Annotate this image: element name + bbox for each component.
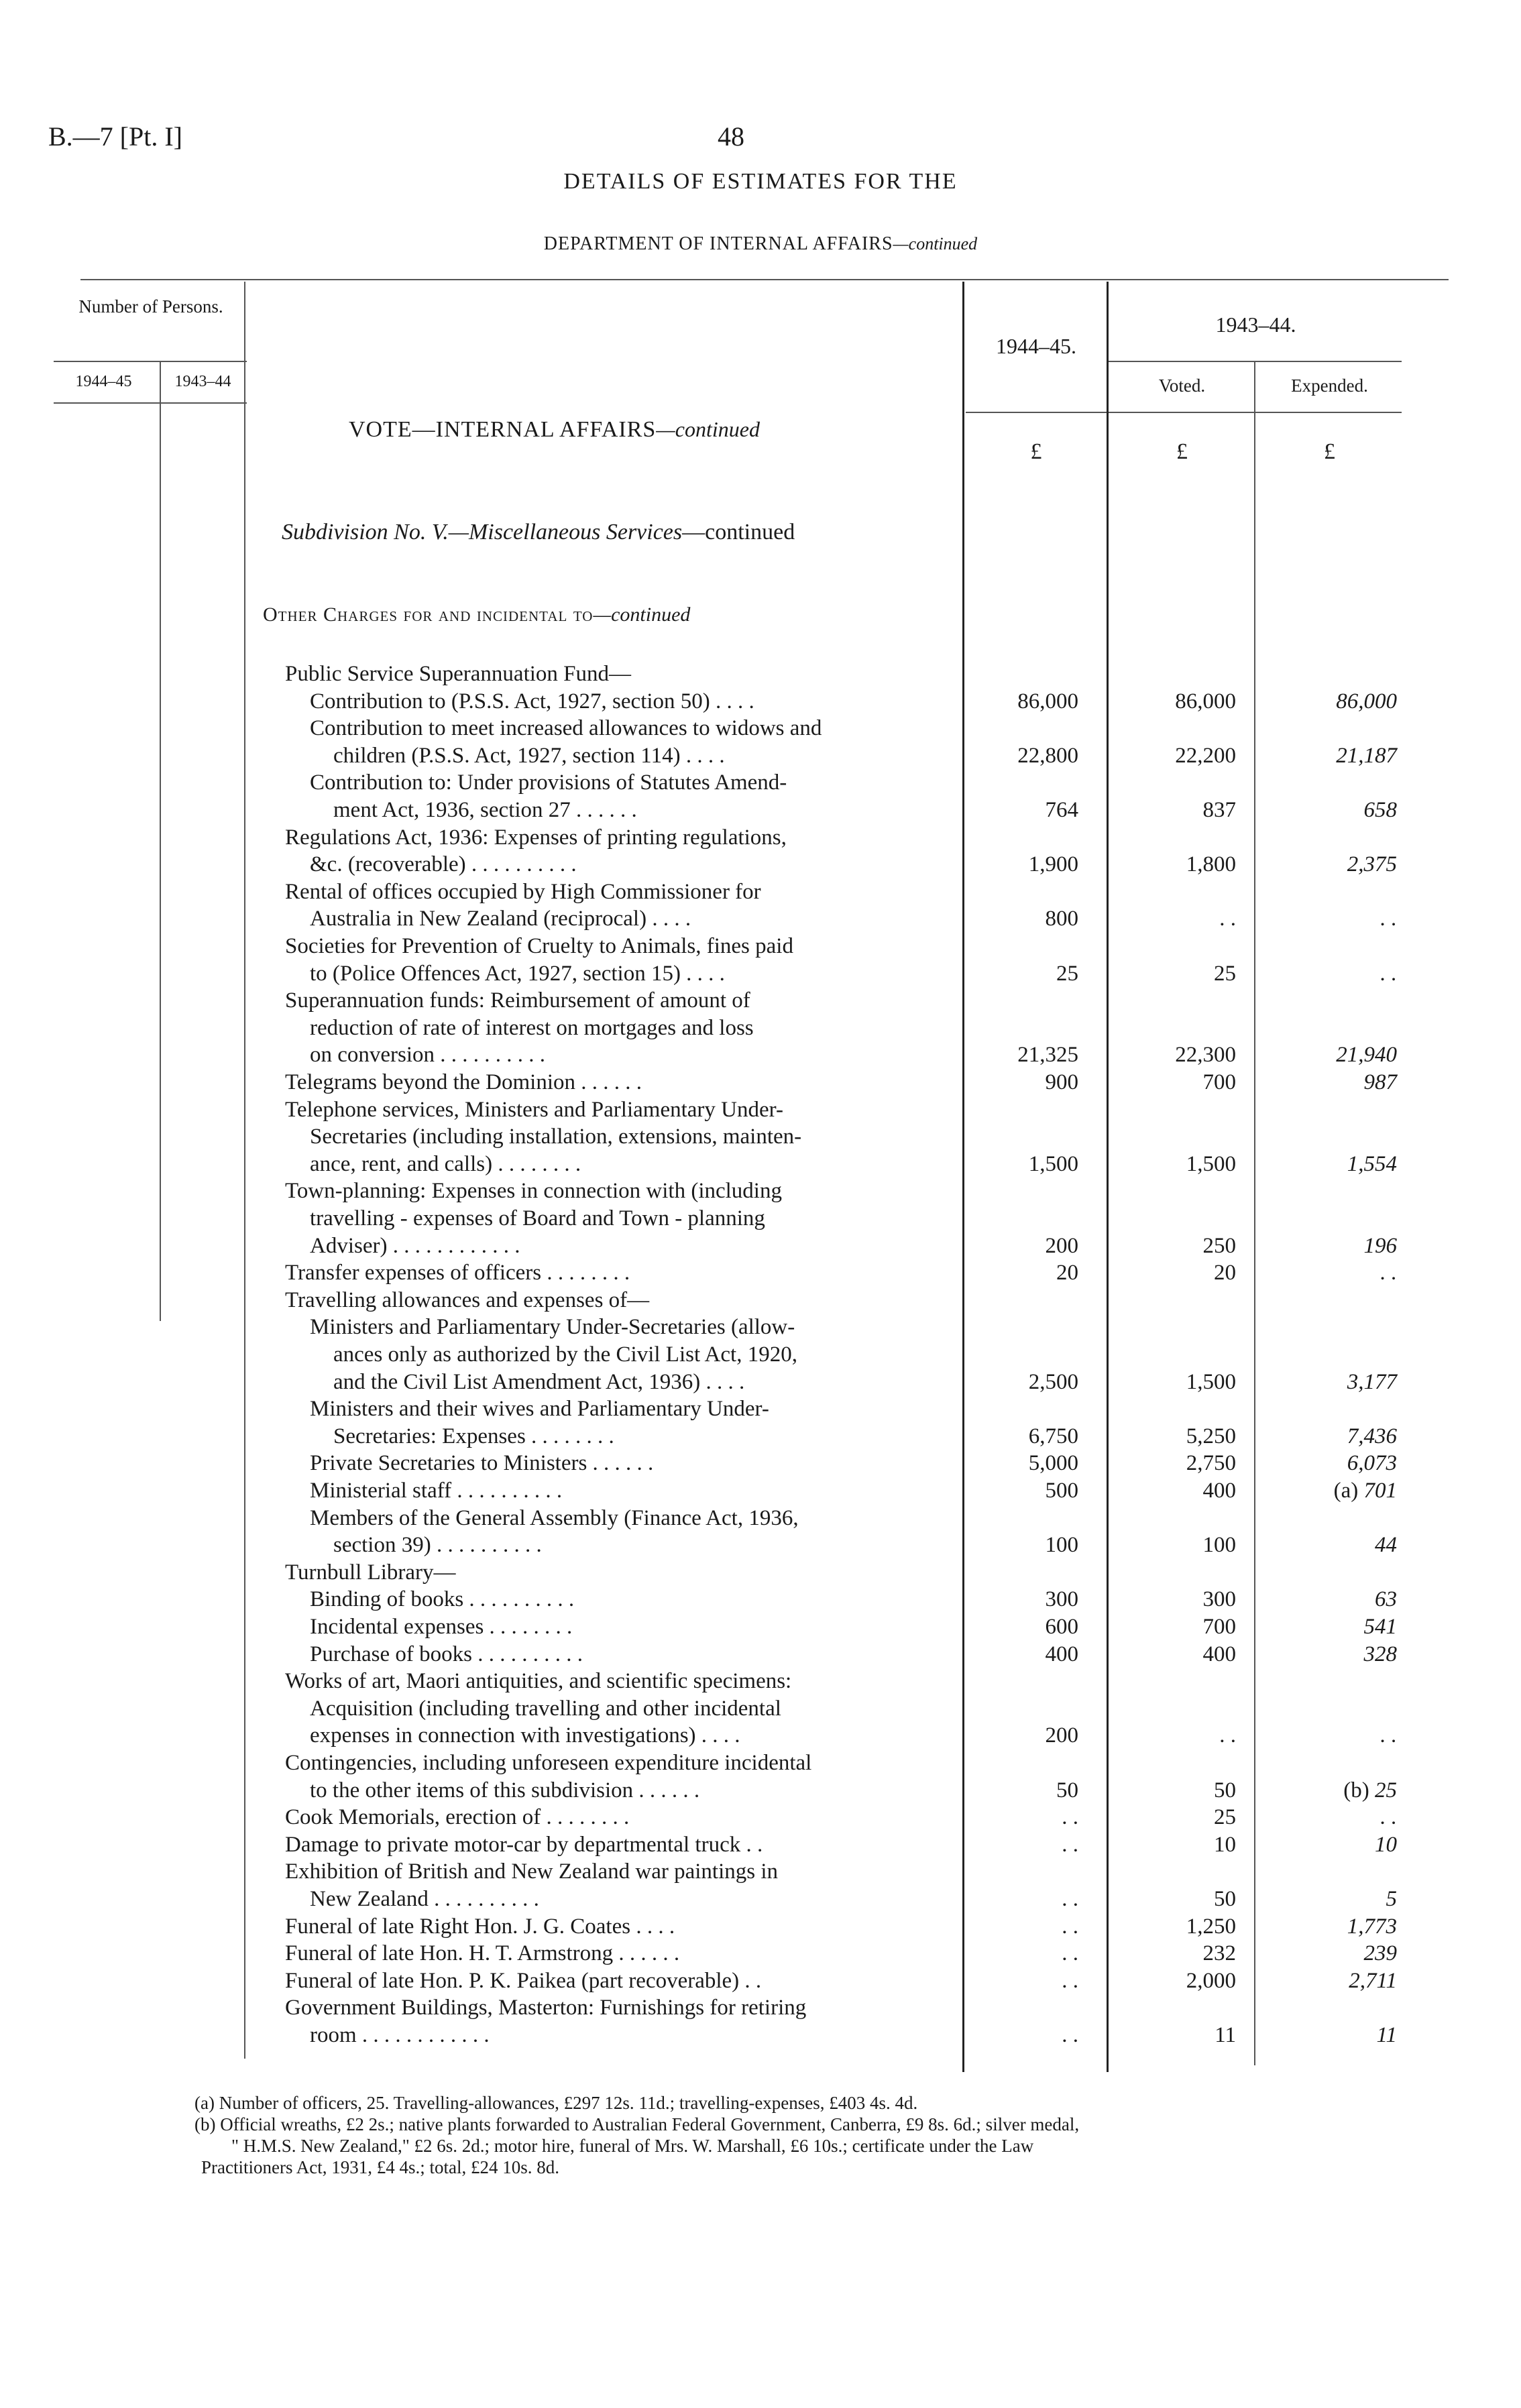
item-label: to (Police Offences Act, 1927, section 15) . . . . [310,961,725,986]
estimate-1944-45-value: 600 [1045,1615,1078,1639]
item-label: Ministers and Parliamentary Under-Secretaries (allow- [310,1315,795,1340]
expended-1943-44-value [1263,797,1397,824]
expended-amount: . . [1380,1805,1397,1830]
page-title: DETAILS OF ESTIMATES FOR THE [563,169,958,194]
table-row [0,851,1521,878]
table-row [0,1831,1521,1859]
expended-amount: 10 [1375,1832,1397,1857]
item-label: New Zealand . . . . . . . . . . [310,1887,539,1911]
item-label: Cook Memorials, erection of . . . . . . . . [285,1805,630,1830]
item-label: Public Service Superannuation Fund— [285,662,632,686]
item-label: Secretaries (including installation, extensions, mainten- [310,1125,802,1149]
table-row [0,1423,1521,1450]
expended-heading: Expended. [1291,376,1368,396]
item-label: Australia in New Zealand (reciprocal) . . . . [310,907,691,931]
item-label: Private Secretaries to Ministers . . . . . . [310,1451,654,1476]
estimate-1944-45-value: 764 [1045,798,1078,822]
estimate-1944-45-value: 900 [1045,1070,1078,1094]
table-row [0,1505,1521,1532]
estimate-1944-45-value: 1,500 [1028,1151,1078,1176]
table-row [0,1069,1521,1096]
estimate-1944-45-value: 800 [1045,907,1078,931]
expended-amount: 2,711 [1349,1968,1397,1993]
voted-1943-44-value: 400 [1202,1479,1236,1503]
expended-amount: 541 [1363,1615,1397,1639]
expended-1943-44-value [1263,1069,1397,1096]
expended-amount: 44 [1375,1533,1397,1558]
item-label: Funeral of late Right Hon. J. G. Coates . . . . [285,1914,675,1939]
estimate-1944-45-value: . . [1062,1805,1078,1830]
table-row [0,1641,1521,1668]
voted-1943-44-value: 86,000 [1175,689,1236,713]
item-label: children (P.S.S. Act, 1927, section 114) . . . . [333,743,725,768]
expended-1943-44-value [1263,1232,1397,1260]
expended-1943-44-value [1263,1831,1397,1859]
subtitle-suffix: —continued [893,234,978,253]
voted-1943-44-value: 100 [1202,1533,1236,1558]
estimate-1944-45-value: 500 [1045,1479,1078,1503]
table-row [0,1041,1521,1069]
item-label: to the other items of this subdivision . . . . . . [310,1778,700,1802]
table-row [0,715,1521,742]
table-row [0,824,1521,852]
voted-1943-44-value: . . [1219,907,1236,931]
expended-1943-44-value [1263,1151,1397,1178]
item-label: and the Civil List Amendment Act, 1936) . . . . [333,1369,745,1394]
voted-1943-44-value: 700 [1202,1615,1236,1639]
voted-1943-44-value: 2,000 [1186,1968,1236,1993]
item-label: Binding of books . . . . . . . . . . [310,1587,575,1612]
vote-heading-suffix: —continued [656,417,760,441]
item-label: Transfer expenses of officers . . . . . . . . [285,1261,630,1285]
table-row [0,797,1521,824]
voted-1943-44-value: 2,750 [1186,1451,1236,1476]
table-row [0,1341,1521,1369]
expended-1943-44-value [1263,1613,1397,1641]
subtitle-main: DEPARTMENT OF INTERNAL AFFAIRS [543,233,893,254]
estimate-1944-45-value: . . [1062,2023,1078,2047]
table-row [0,1940,1521,1967]
table-row [0,688,1521,715]
estimate-1944-45-value: 25 [1056,961,1078,986]
expended-1943-44-value [1263,1804,1397,1831]
table-row [0,1096,1521,1124]
table-row [0,1586,1521,1613]
estimate-1944-45-value: . . [1062,1941,1078,1966]
expended-amount: . . [1380,1723,1397,1748]
expended-1943-44-value [1263,1586,1397,1613]
table-row [0,1967,1521,1995]
expended-1943-44-value [1263,851,1397,878]
item-label: Damage to private motor-car by departmental truck . . [285,1832,763,1857]
vote-heading-main: VOTE—INTERNAL AFFAIRS [349,417,657,442]
table-row [0,1994,1521,2022]
expended-1943-44-value [1263,688,1397,715]
estimate-1944-45-value: 20 [1056,1261,1078,1285]
item-label: Ministerial staff . . . . . . . . . . [310,1479,563,1503]
table-row [0,1559,1521,1587]
voted-1943-44-value: 22,200 [1175,743,1236,768]
item-label: Works of art, Maori antiquities, and scientific specimens: [285,1669,792,1694]
table-row [0,1913,1521,1941]
item-label: Incidental expenses . . . . . . . . [310,1615,573,1639]
pound-sign-expended: £ [1324,439,1335,464]
item-label: section 39) . . . . . . . . . . [333,1533,542,1558]
table-row [0,1259,1521,1287]
footnote-marker: (a) [1333,1479,1359,1503]
expended-amount: 86,000 [1336,689,1397,713]
table-row [0,1858,1521,1886]
item-label: Contingencies, including unforeseen expenditure incidental [285,1751,812,1775]
estimate-1944-45-value: 5,000 [1028,1451,1078,1476]
table-row [0,1477,1521,1505]
item-label: on conversion . . . . . . . . . . [310,1043,546,1068]
item-label: Contribution to: Under provisions of Statutes Amend- [310,770,787,795]
estimate-1944-45-value: 1,900 [1028,852,1078,877]
expended-amount: 658 [1363,798,1397,822]
other-charges-heading [263,604,690,626]
vote-heading [349,417,760,443]
document-reference: B.—7 [Pt. I] [48,121,182,152]
table-row [0,1777,1521,1804]
item-label: &c. (recoverable) . . . . . . . . . . [310,852,577,877]
expended-amount: 63 [1375,1587,1397,1612]
voted-1943-44-value: 11 [1215,2023,1236,2047]
expended-amount: 1,773 [1347,1914,1397,1939]
table-row [0,1123,1521,1151]
expended-amount: 2,375 [1347,852,1397,877]
voted-1943-44-value: 1,800 [1186,852,1236,877]
expended-amount: 7,436 [1347,1424,1397,1448]
table-row [0,1668,1521,1695]
expended-1943-44-value [1263,960,1397,988]
expended-amount: 11 [1376,2023,1397,2047]
voted-1943-44-value: 250 [1202,1233,1236,1258]
expended-1943-44-value [1263,1532,1397,1559]
header-rule-persons [54,361,247,362]
item-label: Adviser) . . . . . . . . . . . . [310,1233,520,1258]
expended-amount: . . [1380,961,1397,986]
table-row [0,1750,1521,1777]
item-label: ance, rent, and calls) . . . . . . . . [310,1151,581,1176]
table-row [0,1695,1521,1723]
expended-1943-44-value [1263,1423,1397,1450]
persons-heading: Number of Persons. [78,296,223,317]
pound-sign-estimate: £ [1030,439,1042,464]
estimate-1944-45-value: . . [1062,1914,1078,1939]
table-row [0,1287,1521,1314]
expended-1943-44-value [1263,1259,1397,1287]
expended-amount: . . [1380,907,1397,931]
voted-1943-44-value: 232 [1202,1941,1236,1966]
item-label: Funeral of late Hon. H. T. Armstrong . . . . . . [285,1941,680,1966]
estimate-1944-45-value: . . [1062,1887,1078,1911]
table-row [0,1886,1521,1913]
table-row [0,769,1521,797]
estimate-1944-45-value: 300 [1045,1587,1078,1612]
voted-1943-44-value: 20 [1214,1261,1236,1285]
estimate-1944-45-value: 21,325 [1017,1043,1078,1068]
voted-1943-44-value: 1,500 [1186,1151,1236,1176]
item-label: Purchase of books . . . . . . . . . . [310,1642,583,1666]
table-row [0,1532,1521,1559]
expended-1943-44-value [1263,905,1397,933]
expended-amount: 6,073 [1347,1451,1397,1476]
department-subtitle [0,233,1521,255]
expended-amount: 196 [1363,1233,1397,1258]
estimate-1944-45-value: 2,500 [1028,1369,1078,1394]
voted-1943-44-value: 300 [1202,1587,1236,1612]
persons-col-1943-44: 1943–44 [174,373,231,390]
voted-1943-44-value: 50 [1214,1887,1236,1911]
voted-1943-44-value: 1,250 [1186,1914,1236,1939]
other-charges-main: Other Charges for and incidental to [263,604,594,626]
table-row [0,1450,1521,1477]
table-row [0,933,1521,960]
item-label: Turnbull Library— [285,1560,456,1585]
voted-1943-44-value: 25 [1214,1805,1236,1830]
expended-1943-44-value [1263,1041,1397,1069]
table-row [0,1804,1521,1831]
item-label: travelling - expenses of Board and Town - planning [310,1206,765,1230]
table-row [0,1151,1521,1178]
subdivision-main: Subdivision No. V.—Miscellaneous Services [282,520,683,544]
expended-amount: 5 [1386,1887,1397,1911]
estimate-1944-45-value: . . [1062,1832,1078,1857]
table-row [0,2022,1521,2049]
estimate-1944-45-value: . . [1062,1968,1078,1993]
footnote-b-line-3: Practitioners Act, 1931, £4 4s.; total, £24 10s. 8d. [201,2157,559,2177]
expended-amount: 1,554 [1347,1151,1397,1176]
item-label: Ministers and their wives and Parliamentary Under- [310,1397,769,1422]
voted-1943-44-value: 700 [1202,1070,1236,1094]
pound-sign-voted: £ [1176,439,1188,464]
estimate-1944-45-value: 200 [1045,1233,1078,1258]
estimate-1944-45-value: 86,000 [1017,689,1078,713]
table-row [0,1722,1521,1750]
table-row [0,1369,1521,1396]
item-label: room . . . . . . . . . . . . [310,2023,490,2047]
table-row [0,1015,1521,1042]
expended-1943-44-value [1263,1913,1397,1941]
voted-1943-44-value: 50 [1214,1778,1236,1802]
voted-1943-44-value: 1,500 [1186,1369,1236,1394]
subdivision-suffix: —continued [682,520,795,544]
estimate-1944-45-value: 100 [1045,1533,1078,1558]
expended-amount: 328 [1363,1642,1397,1666]
item-label: Contribution to (P.S.S. Act, 1927, section 50) . . . . [310,689,754,713]
estimate-1944-45-value: 22,800 [1017,743,1078,768]
item-label: Acquisition (including travelling and other incidental [310,1696,781,1721]
table-row [0,960,1521,988]
expended-1943-44-value [1263,1641,1397,1668]
item-label: ances only as authorized by the Civil List Act, 1920, [333,1342,797,1367]
item-label: Secretaries: Expenses . . . . . . . . [333,1424,614,1448]
table-row [0,987,1521,1015]
expended-amount: 701 [1363,1479,1397,1503]
estimate-heading: 1944–45. [996,334,1076,358]
page-number: 48 [718,121,744,152]
expended-amount: 3,177 [1347,1369,1397,1394]
table-row [0,905,1521,933]
voted-1943-44-value: 22,300 [1175,1043,1236,1068]
footnote-b-line-2: " H.M.S. New Zealand," £2 6s. 2d.; motor hire, funeral of Mrs. W. Marshall, £6 10s.; certificate under the Law [231,2136,1034,2156]
estimate-1944-45-value: 50 [1056,1778,1078,1802]
other-charges-suffix: —continued [593,604,691,626]
item-label: Regulations Act, 1936: Expenses of printing regulations, [285,825,787,850]
footnote-marker: (b) [1343,1778,1369,1802]
voted-1943-44-value: 837 [1202,798,1236,822]
table-row [0,878,1521,906]
estimate-1944-45-value: 200 [1045,1723,1078,1748]
expended-amount: 987 [1363,1070,1397,1094]
expended-amount: 239 [1363,1941,1397,1966]
expended-1943-44-value [1263,1369,1397,1396]
voted-1943-44-value: 400 [1202,1642,1236,1666]
table-row [0,1613,1521,1641]
expended-1943-44-value [1263,1722,1397,1750]
table-row [0,1395,1521,1423]
item-label: Societies for Prevention of Cruelty to Animals, fines paid [285,934,793,958]
expended-1943-44-value [1263,1886,1397,1913]
header-rule-top [80,279,1449,280]
expended-amount: 21,940 [1336,1043,1397,1068]
expended-amount: . . [1380,1261,1397,1285]
voted-heading: Voted. [1158,376,1206,396]
expended-1943-44-value [1263,1967,1397,1995]
item-label: ment Act, 1936, section 27 . . . . . . [333,798,637,822]
expended-1943-44-value [1263,742,1397,770]
voted-1943-44-value: 25 [1214,961,1236,986]
table-row [0,1178,1521,1205]
expended-amount: 21,187 [1336,743,1397,768]
table-row [0,1314,1521,1341]
item-label: Exhibition of British and New Zealand war paintings in [285,1859,779,1884]
item-label: Travelling allowances and expenses of— [285,1287,650,1312]
voted-1943-44-value: 10 [1214,1832,1236,1857]
persons-col-1944-45: 1944–45 [75,373,132,390]
table-row [0,742,1521,770]
item-label: Town-planning: Expenses in connection with (including [285,1179,782,1204]
expended-1943-44-value [1263,1477,1397,1505]
estimate-1944-45-value: 400 [1045,1642,1078,1666]
expended-1943-44-value [1263,1450,1397,1477]
table-row [0,661,1521,688]
table-row [0,1205,1521,1232]
item-label: Superannuation funds: Reimbursement of amount of [285,988,750,1013]
item-label: Rental of offices occupied by High Commissioner for [285,879,761,904]
footnote-b: (b) Official wreaths, £2 2s.; native plants forwarded to Australian Federal Government, Canberra, £9 8s. 6d.; silver medal, [194,2114,1080,2134]
prior-year-heading: 1943–44. [1215,312,1296,337]
expended-amount: 25 [1375,1778,1397,1802]
voted-1943-44-value: . . [1219,1723,1236,1748]
header-rule-amounts-bottom [966,412,1402,413]
item-label: expenses in connection with investigations) . . . . [310,1723,740,1748]
table-row [0,1232,1521,1260]
expended-1943-44-value [1263,2022,1397,2049]
header-rule-persons-bottom [54,402,247,404]
footnote-a: (a) Number of officers, 25. Travelling-allowances, £297 12s. 11d.; travelling-expenses, £403 4s. 4d. [194,2093,918,2113]
estimate-1944-45-value: 6,750 [1028,1424,1078,1448]
item-label: Funeral of late Hon. P. K. Paikea (part recoverable) . . [285,1968,762,1993]
item-label: Contribution to meet increased allowances to widows and [310,716,822,741]
item-label: reduction of rate of interest on mortgages and loss [310,1015,754,1040]
item-label: Government Buildings, Masterton: Furnishings for retiring [285,1996,807,2020]
voted-1943-44-value: 5,250 [1186,1424,1236,1448]
item-label: Members of the General Assembly (Finance Act, 1936, [310,1505,799,1530]
item-label: Telephone services, Ministers and Parliamentary Under- [285,1097,783,1122]
item-label: Telegrams beyond the Dominion . . . . . . [285,1070,642,1094]
expended-1943-44-value [1263,1777,1397,1804]
expended-1943-44-value [1263,1940,1397,1967]
subdivision-heading [282,520,795,545]
